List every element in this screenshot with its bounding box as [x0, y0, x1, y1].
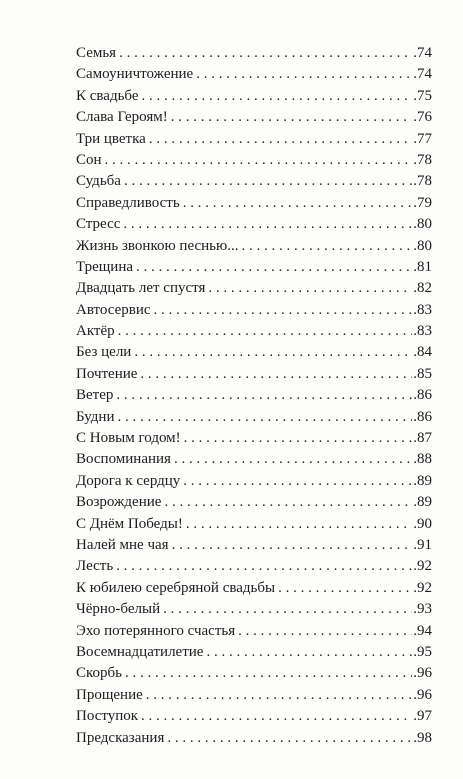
toc-entry-page-number: .81	[413, 258, 432, 275]
toc-entry-title: Справедливость	[76, 194, 180, 211]
toc-entry	[76, 150, 432, 171]
toc-entry-page-number: .89	[413, 494, 432, 511]
dot-leader	[149, 129, 412, 150]
toc-entry	[76, 578, 432, 599]
toc-entry-title: Двадцать лет спустя	[76, 280, 206, 297]
dot-leader	[184, 428, 413, 449]
toc-entry-title: К свадьбе	[76, 87, 139, 104]
toc-entry-page-number: .83	[413, 301, 432, 318]
dot-leader	[172, 535, 413, 556]
toc-entry-page-number: .96	[413, 665, 432, 682]
dot-leader	[186, 514, 412, 535]
toc-entry-page-number: .82	[413, 280, 432, 297]
dot-leader	[174, 449, 412, 470]
toc-entry-title: Без цели	[76, 344, 132, 361]
toc-entry	[76, 385, 432, 406]
dot-leader	[183, 193, 413, 214]
toc-entry-page-number: .93	[413, 601, 432, 618]
toc-entry-title: Актёр	[76, 323, 115, 340]
toc-entry-page-number: .84	[413, 344, 432, 361]
dot-leader	[146, 685, 412, 706]
dot-leader	[171, 107, 413, 128]
toc-entry-title: Семья	[76, 45, 117, 61]
dot-leader	[136, 257, 412, 278]
toc-entry-title: Трещина	[76, 258, 134, 275]
toc-entry	[76, 129, 432, 150]
toc-entry-page-number: .92	[413, 579, 432, 596]
toc-entry-title: С Днём Победы!	[76, 515, 183, 532]
toc-entry-title: Судьба	[76, 173, 121, 190]
toc-entry-title: Будни	[76, 408, 115, 425]
dot-leader	[196, 64, 412, 85]
toc-entry-title: Ветер	[76, 387, 114, 404]
toc-entry	[76, 706, 432, 727]
toc-entry	[76, 236, 432, 257]
dot-leader	[119, 43, 412, 64]
dot-leader	[140, 364, 412, 385]
toc-entry-page-number: .86	[413, 408, 432, 425]
toc-entry-page-number: .75	[413, 87, 432, 104]
toc-entry	[76, 193, 432, 214]
toc-entry	[76, 342, 432, 363]
dot-leader	[116, 556, 412, 577]
toc-entry	[76, 171, 432, 192]
dot-leader	[241, 236, 412, 257]
toc-entry-page-number: .76	[413, 109, 432, 126]
dot-leader	[118, 321, 413, 342]
dot-leader	[278, 578, 412, 599]
toc-entry	[76, 663, 432, 684]
toc-entry-title: С Новым годом!	[76, 430, 181, 447]
toc-entry-title: Слава Героям!	[76, 109, 168, 126]
toc-entry	[76, 599, 432, 620]
toc-entry	[76, 535, 432, 556]
toc-entry-page-number: .89	[413, 472, 432, 489]
toc-entry-title: Самоуничтожение	[76, 66, 194, 83]
toc-entry	[76, 86, 432, 107]
toc-entry-page-number: .88	[413, 451, 432, 468]
toc-entry	[76, 43, 432, 64]
toc-entry-title: К юбилею серебряной свадьбы	[76, 579, 276, 596]
toc-entry-title: Поступок	[76, 708, 139, 725]
toc-entry-page-number: .77	[413, 130, 432, 147]
toc-entry-page-number: .80	[413, 237, 432, 254]
toc-entry	[76, 278, 432, 299]
toc-entry-page-number: .78	[413, 151, 432, 168]
toc-entry	[76, 364, 432, 385]
toc-entry-page-number: .97	[413, 708, 432, 725]
toc-entry-page-number: .79	[413, 194, 432, 211]
toc-entry-title: Три цветка	[76, 130, 146, 147]
toc-entry	[76, 107, 432, 128]
toc-entry-page-number: .91	[413, 536, 432, 553]
dot-leader	[238, 621, 412, 642]
toc-entry-page-number: .92	[413, 558, 432, 575]
toc-entry	[76, 300, 432, 321]
dot-leader	[141, 706, 412, 727]
toc-entry-title: Прощение	[76, 686, 143, 703]
toc-entry-title: Восемнадцатилетие	[76, 643, 204, 660]
dot-leader	[105, 150, 413, 171]
toc-entry-page-number: .83	[413, 323, 432, 340]
table-of-contents	[76, 43, 432, 749]
toc-entry	[76, 407, 432, 428]
toc-entry-page-number: .78	[413, 173, 432, 190]
toc-entry	[76, 321, 432, 342]
dot-leader	[183, 471, 412, 492]
toc-entry-title: Возрождение	[76, 494, 162, 511]
toc-entry-title: Чёрно-белый	[76, 601, 161, 618]
toc-entry-title: Почтение	[76, 365, 138, 382]
toc-entry-page-number: .94	[413, 622, 432, 639]
dot-leader	[142, 86, 413, 107]
toc-entry	[76, 449, 432, 470]
dot-leader	[163, 599, 412, 620]
toc-entry-page-number: .96	[413, 686, 432, 703]
toc-entry-page-number: .98	[413, 729, 432, 746]
toc-entry-title: Воспоминания	[76, 451, 171, 468]
dot-leader	[164, 492, 412, 513]
toc-entry	[76, 492, 432, 513]
toc-entry-page-number: .85	[413, 365, 432, 382]
toc-entry	[76, 621, 432, 642]
toc-entry-title: Сон	[76, 151, 102, 168]
toc-entry-page-number: .86	[413, 387, 432, 404]
dot-leader	[206, 642, 412, 663]
toc-entry-title: Налей мне чая	[76, 536, 169, 553]
toc-entry-page-number: .74	[413, 45, 432, 61]
toc-entry	[76, 214, 432, 235]
toc-entry	[76, 514, 432, 535]
toc-entry	[76, 685, 432, 706]
toc-entry-title: Жизнь звонкою песнью...	[76, 237, 239, 254]
toc-entry-page-number: .87	[413, 430, 432, 447]
dot-leader	[116, 385, 412, 406]
toc-entry-page-number: .90	[413, 515, 432, 532]
toc-entry-page-number: .80	[413, 216, 432, 233]
dot-leader	[124, 171, 412, 192]
toc-entry	[76, 728, 432, 749]
toc-entry-title: Лесть	[76, 558, 114, 575]
dot-leader	[154, 300, 413, 321]
toc-entry-title: Автосервис	[76, 301, 151, 318]
toc-entry-title: Скорбь	[76, 665, 123, 682]
toc-entry-title: Предсказания	[76, 729, 165, 746]
dot-leader	[208, 278, 412, 299]
dot-leader	[117, 407, 412, 428]
toc-entry	[76, 428, 432, 449]
toc-entry	[76, 471, 432, 492]
toc-entry-title: Дорога к сердцу	[76, 472, 181, 489]
toc-entry-page-number: .74	[413, 66, 432, 83]
toc-entry	[76, 64, 432, 85]
toc-entry	[76, 642, 432, 663]
toc-entry-page-number: .95	[413, 643, 432, 660]
toc-entry	[76, 257, 432, 278]
toc-entry	[76, 556, 432, 577]
dot-leader	[123, 214, 412, 235]
toc-entry-title: Эхо потерянного счастья	[76, 622, 236, 639]
dot-leader	[125, 663, 412, 684]
toc-entry-title: Стресс	[76, 216, 121, 233]
dot-leader	[167, 728, 412, 749]
dot-leader	[134, 342, 412, 363]
